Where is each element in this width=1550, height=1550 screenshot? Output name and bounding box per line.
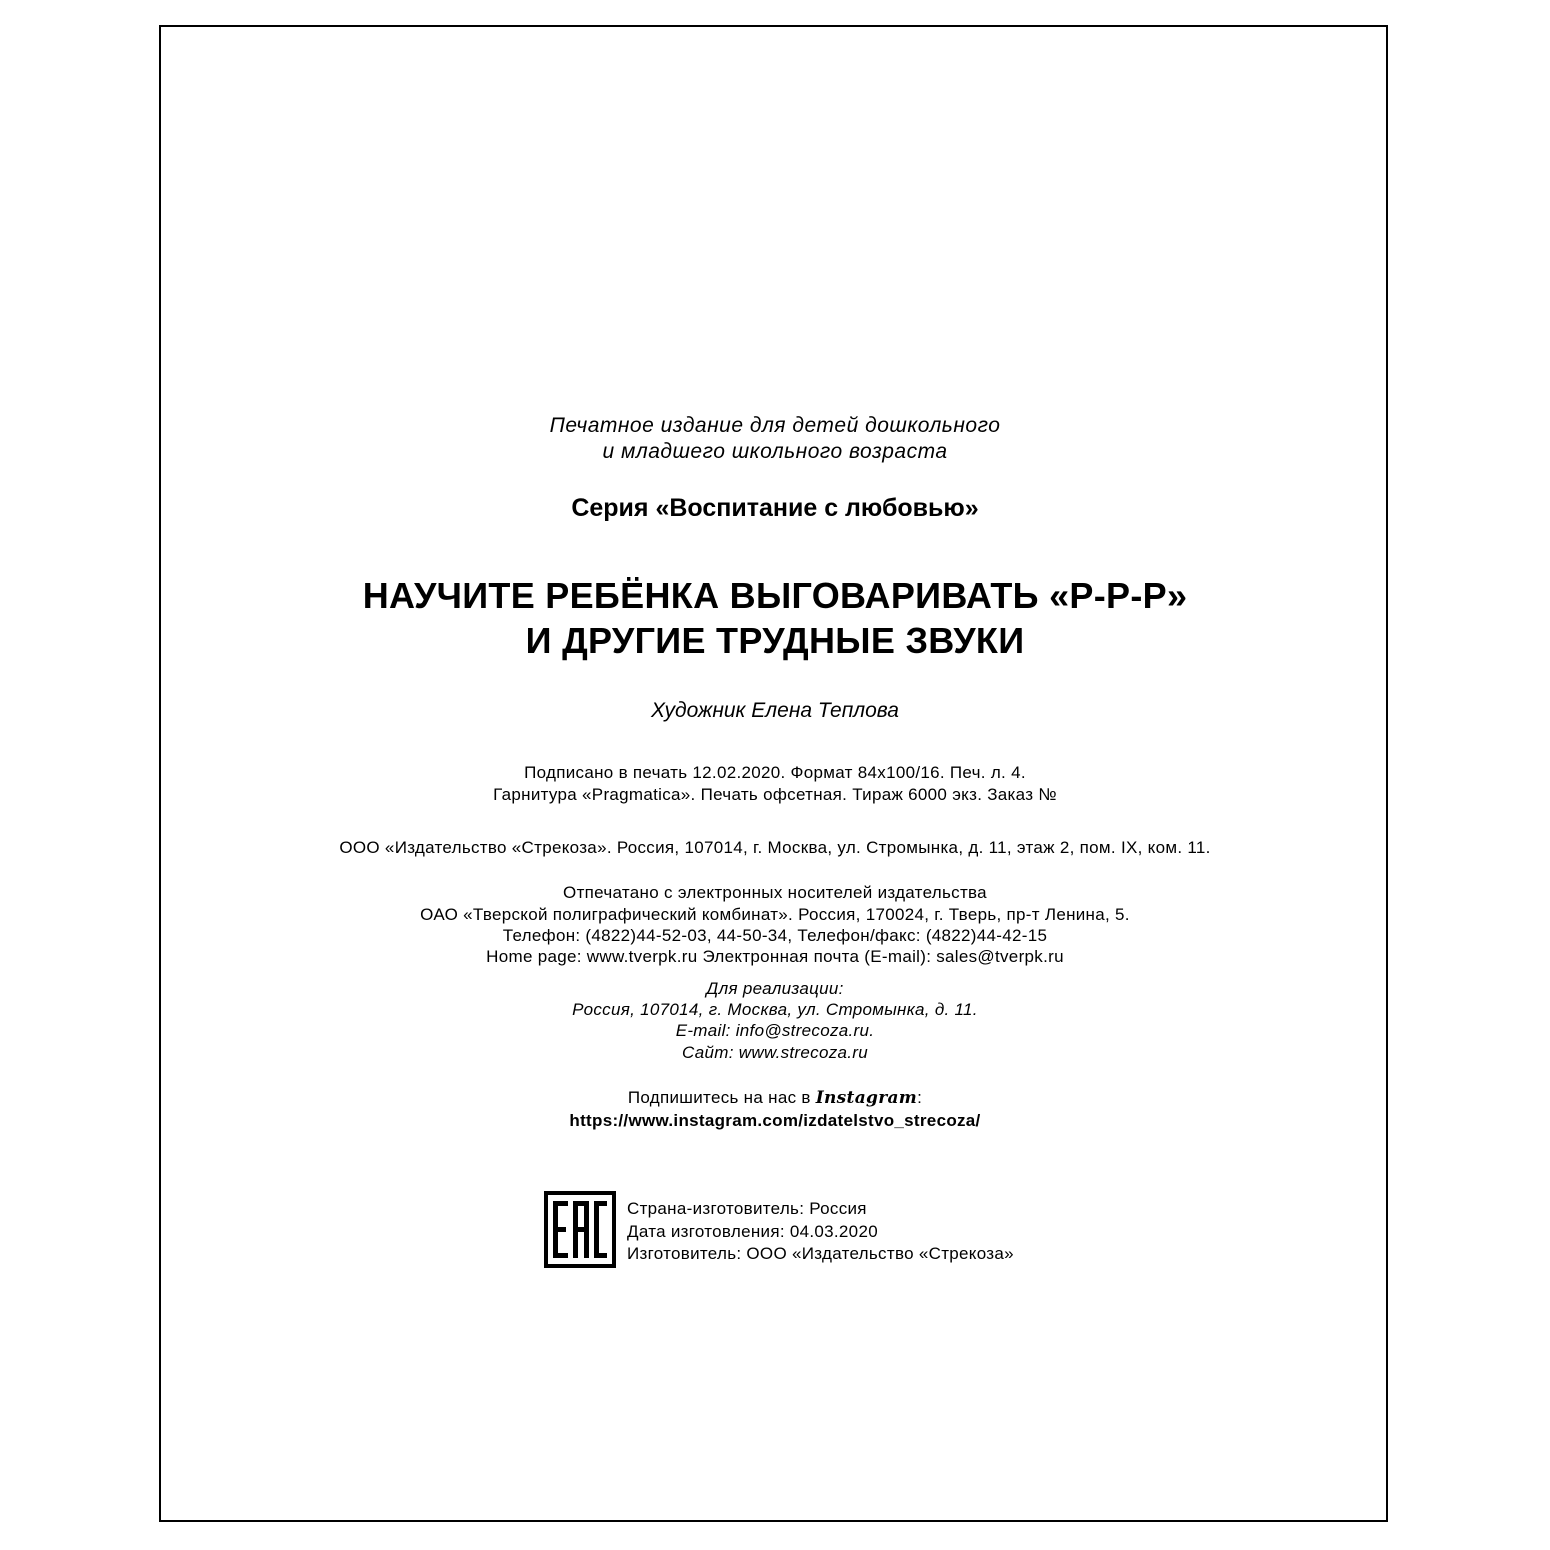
- distribution-line-3: E-mail: info@strecoza.ru.: [675, 1021, 875, 1040]
- printer-line-3: Телефон: (4822)44-52-03, 44-50-34, Телефон/факс: (4822)44-42-15: [502, 926, 1048, 945]
- printer-line-2: ОАО «Тверской полиграфический комбинат». Россия, 170024, г. Тверь, пр-т Ленина, 5.: [420, 905, 1130, 924]
- distribution-line-4: Сайт: www.strecoza.ru: [682, 1043, 868, 1062]
- eac-info: [627, 1198, 1014, 1266]
- printer-line-1: Отпечатано с электронных носителей издательства: [563, 883, 987, 902]
- distribution-line-1: Для реализации:: [706, 979, 844, 998]
- publisher-address: ООО «Издательство «Стрекоза». Россия, 107014, г. Москва, ул. Стромынка, д. 11, этаж 2, пом. IX, ком. 11.: [339, 838, 1211, 857]
- instagram-link[interactable]: https://www.instagram.com/izdatelstvo_strecoza/: [569, 1111, 981, 1130]
- series-title: Серия «Воспитание с любовью»: [571, 494, 979, 522]
- print-info-line-1: Подписано в печать 12.02.2020. Формат 84х100/16. Печ. л. 4.: [524, 763, 1026, 782]
- instagram-suffix: :: [917, 1088, 923, 1107]
- manufacturer: Изготовитель: ООО «Издательство «Стрекоза»: [627, 1244, 1014, 1263]
- instagram-brand: Instagram: [815, 1088, 918, 1108]
- manufacturing-date: Дата изготовления: 04.03.2020: [627, 1221, 878, 1241]
- instagram-prefix: Подпишитесь на нас в: [627, 1088, 816, 1107]
- manufacturing-country: Страна-изготовитель: Россия: [627, 1199, 867, 1218]
- eac-logo-icon: [544, 1191, 616, 1268]
- book-title-line-1: НАУЧИТЕ РЕБЁНКА ВЫГОВАРИВАТЬ «Р-Р-Р»: [362, 575, 1188, 616]
- artist-credit: Художник Елена Теплова: [651, 699, 899, 722]
- distribution-line-2: Россия, 107014, г. Москва, ул. Стромынка, д. 11.: [572, 1000, 978, 1019]
- book-title-line-2: И ДРУГИЕ ТРУДНЫЕ ЗВУКИ: [525, 620, 1025, 661]
- audience-line-2: и младшего школьного возраста: [602, 440, 948, 463]
- audience-line-1: Печатное издание для детей дошкольного: [549, 414, 1001, 437]
- print-info-line-2: Гарнитура «Pragmatica». Печать офсетная. Тираж 6000 экз. Заказ №: [493, 785, 1057, 804]
- printer-line-4: Home page: www.tverpk.ru Электронная почта (E-mail): sales@tverpk.ru: [486, 947, 1064, 966]
- instagram-invite: [0, 1088, 1550, 1108]
